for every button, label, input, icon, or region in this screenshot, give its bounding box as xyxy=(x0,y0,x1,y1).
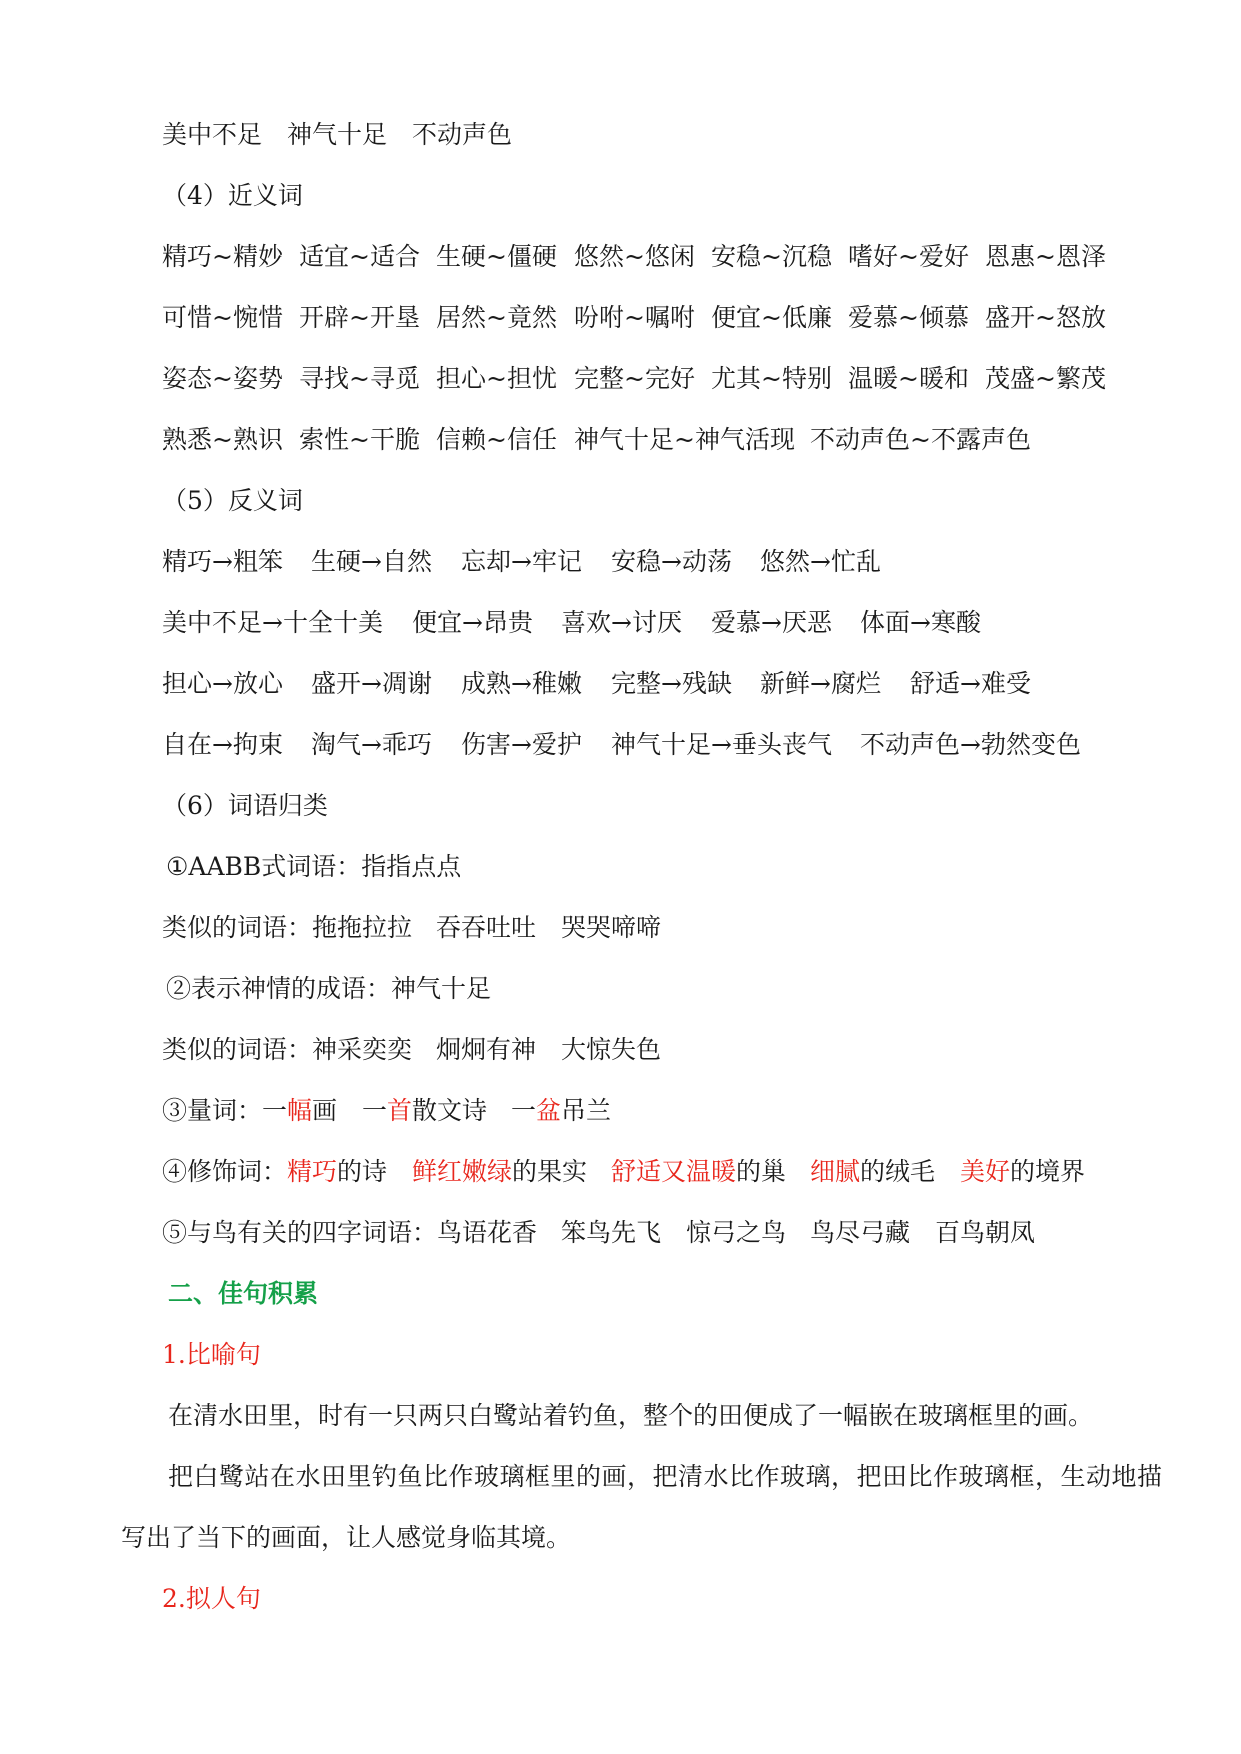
synonyms-heading xyxy=(0,176,1241,216)
synonym-pair: 姿态~姿势 xyxy=(162,364,283,393)
similar-word: 哭哭啼啼 xyxy=(561,913,662,942)
idioms-line xyxy=(0,115,1241,155)
antonym-pair: 担心→放心 xyxy=(162,669,283,698)
simile-sentence: 在清水田里，时有一只两只白鹭站着钓鱼，整个的田便成了一幅嵌在玻璃框里的画。 xyxy=(168,1401,1094,1430)
personification-title: 2.拟人句 xyxy=(162,1584,261,1613)
highlight-word: 美好 xyxy=(960,1157,1011,1186)
antonym-pair: 喜欢→讨厌 xyxy=(561,608,682,637)
section2-heading xyxy=(0,1274,1241,1314)
section-heading: （4）近义词 xyxy=(162,181,303,210)
highlight-word: 鲜红嫩绿 xyxy=(412,1157,513,1186)
synonym-pair: 茂盛~繁茂 xyxy=(985,364,1106,393)
bird-idiom: ⑤与鸟有关的四字词语：鸟语花香 xyxy=(162,1218,538,1247)
antonym-row xyxy=(0,542,1241,582)
bird-idiom: 百鸟朝凤 xyxy=(935,1218,1036,1247)
similar-word: 类似的词语：拖拖拉拉 xyxy=(162,913,413,942)
aabb-similar-line xyxy=(0,908,1241,948)
antonym-pair: 体面→寒酸 xyxy=(860,608,981,637)
synonym-pair: 精巧~精妙 xyxy=(162,242,283,271)
modifier-phrase: 鲜红嫩绿的果实 xyxy=(412,1157,588,1186)
synonym-pair: 可惜~惋惜 xyxy=(162,303,283,332)
expression-similar-line xyxy=(0,1030,1241,1070)
aabb-words: ①AABB式词语：指指点点 xyxy=(166,852,462,881)
synonym-pair: 便宜~低廉 xyxy=(711,303,832,332)
similar-word: 炯炯有神 xyxy=(436,1035,537,1064)
modifier-phrase: 精巧的诗 xyxy=(287,1157,388,1186)
highlight-word: 幅 xyxy=(287,1096,313,1125)
section-title: 二、佳句积累 xyxy=(168,1279,319,1308)
similar-word: 类似的词语：神采奕奕 xyxy=(162,1035,413,1064)
antonym-pair: 神气十足→垂头丧气 xyxy=(611,730,832,759)
antonym-pair: 不动声色→勃然变色 xyxy=(860,730,1081,759)
antonym-pair: 爱慕→厌恶 xyxy=(711,608,832,637)
idiom: 不动声色 xyxy=(412,120,513,149)
antonym-pair: 精巧→粗笨 xyxy=(162,547,283,576)
synonym-pair: 适宜~适合 xyxy=(299,242,420,271)
section-heading: （6）词语归类 xyxy=(162,791,328,820)
synonym-pair: 生硬~僵硬 xyxy=(436,242,557,271)
synonym-pair: 嗜好~爱好 xyxy=(848,242,969,271)
highlight-word: 精巧 xyxy=(287,1157,338,1186)
modifier-label: ④修饰词： xyxy=(162,1157,288,1186)
simile-analysis: 把白鹭站在水田里钓鱼比作玻璃框里的画，把清水比作玻璃，把田比作玻璃框，生动地描 xyxy=(168,1462,1163,1491)
synonym-row xyxy=(0,420,1241,460)
synonym-pair: 索性~干脆 xyxy=(299,425,420,454)
antonym-pair: 悠然→忙乱 xyxy=(760,547,881,576)
synonym-pair: 悠然~悠闲 xyxy=(574,242,695,271)
measure-label: ③量词： xyxy=(162,1096,263,1125)
synonym-row xyxy=(0,359,1241,399)
synonym-pair: 神气十足~神气活现 xyxy=(574,425,795,454)
synonym-pair: 吩咐~嘱咐 xyxy=(574,303,695,332)
idiom: 美中不足 xyxy=(162,120,263,149)
section-heading: （5）反义词 xyxy=(162,486,303,515)
antonym-pair: 自在→拘束 xyxy=(162,730,283,759)
highlight-word: 舒适又温暖 xyxy=(611,1157,737,1186)
modifier-words-line xyxy=(0,1152,1241,1192)
bird-idiom: 鸟尽弓藏 xyxy=(810,1218,911,1247)
simile-sentence-line xyxy=(0,1396,1241,1436)
expression-line xyxy=(0,969,1241,1009)
simile-analysis: 写出了当下的画面，让人感觉身临其境。 xyxy=(121,1523,572,1552)
synonym-pair: 尤其~特别 xyxy=(711,364,832,393)
highlight-word: 首 xyxy=(387,1096,413,1125)
classification-heading xyxy=(0,786,1241,826)
bird-idioms-line xyxy=(0,1213,1241,1253)
antonym-pair: 盛开→凋谢 xyxy=(311,669,432,698)
aabb-line xyxy=(0,847,1241,887)
antonym-row xyxy=(0,603,1241,643)
expression-idiom: ②表示神情的成语：神气十足 xyxy=(166,974,492,1003)
modifier-phrase: 细腻的绒毛 xyxy=(810,1157,936,1186)
antonym-pair: 便宜→昂贵 xyxy=(412,608,533,637)
antonym-pair: 成熟→稚嫩 xyxy=(461,669,582,698)
synonym-pair: 盛开~怒放 xyxy=(985,303,1106,332)
synonym-pair: 开辟~开垦 xyxy=(299,303,420,332)
antonym-pair: 完整→残缺 xyxy=(611,669,732,698)
synonym-row xyxy=(0,237,1241,277)
idiom: 神气十足 xyxy=(287,120,388,149)
synonym-pair: 爱慕~倾慕 xyxy=(848,303,969,332)
measure-phrase: 一幅画 xyxy=(262,1096,338,1125)
simile-analysis-line xyxy=(0,1518,1241,1558)
antonym-pair: 安稳→动荡 xyxy=(611,547,732,576)
simile-analysis-line xyxy=(0,1457,1241,1497)
highlight-word: 盆 xyxy=(536,1096,562,1125)
antonym-pair: 伤害→爱护 xyxy=(461,730,582,759)
synonym-row xyxy=(0,298,1241,338)
similar-word: 大惊失色 xyxy=(561,1035,662,1064)
bird-idiom: 惊弓之鸟 xyxy=(686,1218,787,1247)
synonym-pair: 担心~担忧 xyxy=(436,364,557,393)
antonym-pair: 美中不足→十全十美 xyxy=(162,608,383,637)
similar-word: 吞吞吐吐 xyxy=(436,913,537,942)
synonym-pair: 温暖~暖和 xyxy=(848,364,969,393)
synonym-pair: 熟悉~熟识 xyxy=(162,425,283,454)
antonym-row xyxy=(0,664,1241,704)
bird-idiom: 笨鸟先飞 xyxy=(561,1218,662,1247)
simile-title: 1.比喻句 xyxy=(162,1340,261,1369)
antonym-pair: 淘气→乖巧 xyxy=(311,730,432,759)
antonym-pair: 忘却→牢记 xyxy=(461,547,582,576)
measure-words-line xyxy=(0,1091,1241,1131)
measure-phrase: 一首散文诗 xyxy=(362,1096,488,1125)
personification-title-line xyxy=(0,1579,1241,1619)
measure-phrase: 一盆吊兰 xyxy=(511,1096,612,1125)
synonym-pair: 恩惠~恩泽 xyxy=(985,242,1106,271)
simile-title-line xyxy=(0,1335,1241,1375)
synonym-pair: 不动声色~不露声色 xyxy=(810,425,1031,454)
modifier-phrase: 舒适又温暖的巢 xyxy=(611,1157,787,1186)
synonym-pair: 居然~竟然 xyxy=(436,303,557,332)
synonym-pair: 安稳~沉稳 xyxy=(711,242,832,271)
antonym-pair: 生硬→自然 xyxy=(311,547,432,576)
antonyms-heading xyxy=(0,481,1241,521)
antonym-pair: 舒适→难受 xyxy=(910,669,1031,698)
antonym-pair: 新鲜→腐烂 xyxy=(760,669,881,698)
highlight-word: 细腻 xyxy=(810,1157,861,1186)
antonym-row xyxy=(0,725,1241,765)
synonym-pair: 完整~完好 xyxy=(574,364,695,393)
modifier-phrase: 美好的境界 xyxy=(960,1157,1086,1186)
synonym-pair: 寻找~寻觅 xyxy=(299,364,420,393)
synonym-pair: 信赖~信任 xyxy=(436,425,557,454)
